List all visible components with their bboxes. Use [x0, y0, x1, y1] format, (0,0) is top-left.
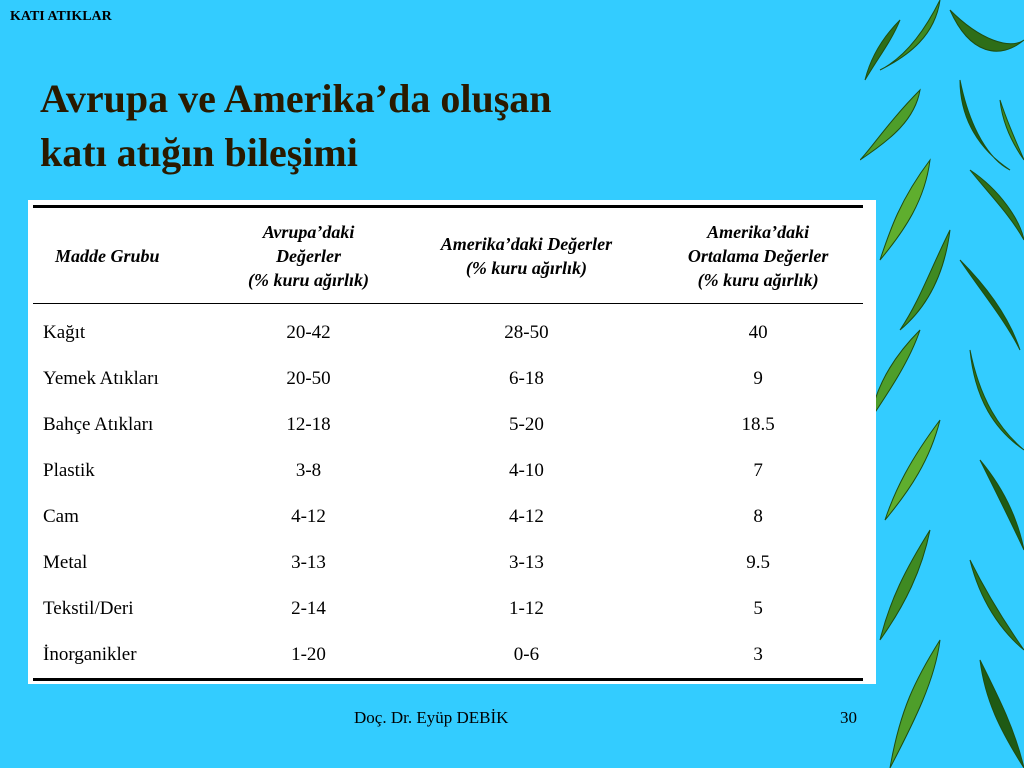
table-row — [33, 304, 863, 357]
america-value-cell: 5-20 — [509, 414, 544, 435]
america-value-cell: 3-13 — [509, 552, 544, 573]
table-row — [33, 586, 863, 632]
title-line-1: Avrupa ve Amerika’da oluşan — [40, 76, 552, 121]
america-value-cell: 4-12 — [509, 506, 544, 527]
material-name-cell: Yemek Atıkları — [43, 368, 159, 389]
table-row — [33, 540, 863, 586]
material-name-cell: Metal — [43, 552, 88, 573]
america-value-cell: 28-50 — [504, 322, 549, 343]
column-header-america-values: Amerika’daki Değerler (% kuru ağırlık) — [440, 233, 613, 278]
europe-value-cell: 3-13 — [291, 552, 326, 573]
america-average-cell: 40 — [748, 322, 768, 343]
america-average-cell: 5 — [753, 598, 763, 619]
material-name-cell: İnorganikler — [43, 644, 137, 665]
america-value-cell: 0-6 — [513, 644, 540, 665]
america-value-cell: 1-12 — [509, 598, 544, 619]
column-header-america-average: Amerika’daki Ortalama Değerler (% kuru ağırlık) — [687, 221, 829, 290]
america-average-cell: 7 — [753, 460, 763, 481]
america-value-cell: 6-18 — [509, 368, 544, 389]
europe-value-cell: 4-12 — [291, 506, 326, 527]
europe-value-cell: 1-20 — [291, 644, 326, 665]
column-header-europe-values: Avrupa’daki Değerler (% kuru ağırlık) — [248, 221, 370, 290]
america-average-cell: 8 — [753, 506, 763, 527]
america-value-cell: 4-10 — [509, 460, 544, 481]
america-average-cell: 3 — [753, 644, 763, 665]
section-header: KATI ATIKLAR — [10, 9, 112, 24]
america-average-cell: 18.5 — [741, 414, 775, 435]
europe-value-cell: 3-8 — [295, 460, 322, 481]
page-number: 30 — [840, 708, 857, 727]
table-row — [33, 448, 863, 494]
table-header-row — [33, 207, 863, 304]
table-container — [28, 200, 876, 684]
footer-author: Doç. Dr. Eyüp DEBİK — [354, 708, 509, 727]
material-name-cell: Cam — [43, 506, 79, 527]
table-row — [33, 494, 863, 540]
column-header-material-group: Madde Grubu — [55, 245, 160, 266]
slide-title — [40, 72, 740, 180]
title-line-2: katı atığın bileşimi — [40, 130, 358, 175]
europe-value-cell: 2-14 — [291, 598, 326, 619]
america-average-cell: 9 — [753, 368, 763, 389]
table-row — [33, 356, 863, 402]
material-name-cell: Tekstil/Deri — [43, 598, 134, 619]
europe-value-cell: 20-50 — [286, 368, 331, 389]
waste-composition-table — [33, 205, 863, 681]
table-row — [33, 402, 863, 448]
europe-value-cell: 20-42 — [286, 322, 331, 343]
europe-value-cell: 12-18 — [286, 414, 331, 435]
material-name-cell: Bahçe Atıkları — [43, 414, 154, 435]
material-name-cell: Kağıt — [43, 322, 86, 343]
table-row — [33, 632, 863, 680]
bamboo-leaves-icon — [860, 0, 1024, 768]
america-average-cell: 9.5 — [746, 552, 770, 573]
material-name-cell: Plastik — [43, 460, 95, 481]
